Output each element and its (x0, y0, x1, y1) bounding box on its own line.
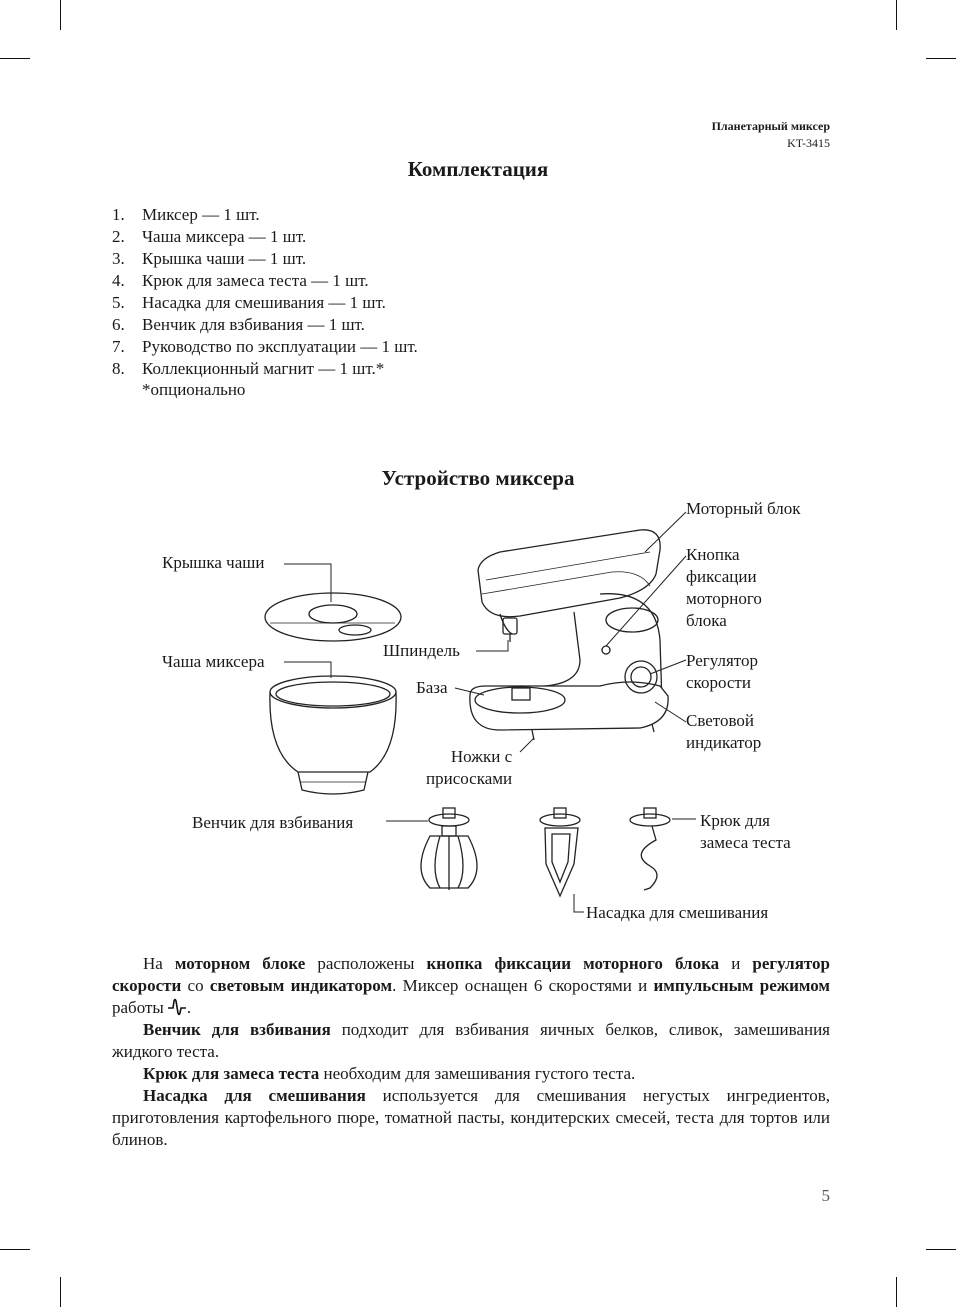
label-motor-block: Моторный блок (686, 499, 801, 518)
device-title: Устройство миксера (381, 466, 575, 490)
text-run: . Миксер оснащен 6 скоростями и (392, 976, 654, 995)
beater-drawing (540, 808, 580, 896)
header-model: KT-3415 (787, 136, 830, 150)
dough-hook-drawing (630, 808, 670, 890)
label-light-indicator: Световой индикатор (686, 711, 762, 752)
label-feet: Ножки с присосками (426, 747, 513, 788)
crop-mark (0, 58, 30, 59)
text-run: и (719, 954, 753, 973)
bowl-lid-drawing (265, 593, 401, 641)
bold-term: импульсным режимом (653, 976, 830, 995)
bowl-drawing (270, 676, 396, 794)
list-item: 2. Чаша миксера — 1 шт. (112, 227, 307, 246)
paragraph: На моторном блоке расположены кнопка фиксации моторного блока и регулятор скорости со световым индикатором. Миксер оснащен 6 скоростями и импульсным режимом работы . (112, 954, 830, 1017)
mixer-diagram (0, 490, 956, 930)
crop-mark (0, 1249, 30, 1250)
crop-mark (60, 0, 61, 30)
list-item: 3. Крышка чаши — 1 шт. (112, 249, 307, 268)
bold-term: регулятор скорости (112, 954, 830, 995)
whisk-drawing (421, 808, 477, 890)
header-product: Планетарный миксер (711, 119, 830, 133)
label-speed-regulator: Регулятор скорости (686, 651, 759, 692)
label-dough-hook: Крюк для замеса теста (700, 811, 791, 852)
bold-term: моторном блоке (174, 954, 306, 973)
list-item: 6. Венчик для взбивания — 1 шт. (112, 315, 365, 334)
paragraph: Венчик для взбивания подходит для взбивания яичных белков, сливок, замешивания жидкого теста. (112, 1020, 830, 1061)
bold-term: световым индикатором (209, 976, 393, 995)
text-run: расположены (305, 954, 427, 973)
label-spindle: Шпиндель (383, 641, 460, 660)
optional-note: *опционально (142, 380, 246, 399)
list-item: 5. Насадка для смешивания — 1 шт. (112, 293, 386, 312)
paragraph: Насадка для смешивания используется для смешивания негустых ингредиентов, приготовления картофельного пюре, томатной пасты, кондитерских смесей, теста для тортов или блинов. (112, 1086, 830, 1149)
label-bowl: Чаша миксера (162, 652, 265, 671)
crop-mark (896, 1277, 897, 1307)
page-number: 5 (821, 1186, 830, 1205)
list-item: 7. Руководство по эксплуатации — 1 шт. (112, 337, 418, 356)
label-bowl-lid: Крышка чаши (162, 553, 265, 572)
mixer-drawing (470, 530, 668, 740)
description-text (112, 953, 830, 1151)
list-item: 8. Коллекционный магнит — 1 шт.* (112, 359, 385, 378)
text-run: со (181, 976, 210, 995)
text-run: На (143, 954, 175, 973)
label-mixing-beater: Насадка для смешивания (586, 903, 769, 922)
crop-mark (896, 0, 897, 30)
running-header (712, 118, 830, 152)
crop-mark (60, 1277, 61, 1307)
paragraph: Крюк для замеса теста необходим для замешивания густого теста. (143, 1064, 636, 1083)
label-whisk: Венчик для взбивания (192, 813, 354, 832)
label-base: База (416, 678, 448, 697)
pulse-icon (167, 998, 187, 1016)
text-run: работы (112, 998, 164, 1017)
list-item: 4. Крюк для замеса теста — 1 шт. (112, 271, 369, 290)
label-lock-button: Кнопка фиксации моторного блока (686, 545, 762, 630)
list-item: 1. Миксер — 1 шт. (112, 205, 260, 224)
contents-list (112, 204, 418, 380)
contents-title: Комплектация (407, 157, 549, 181)
crop-mark (926, 58, 956, 59)
crop-mark (926, 1249, 956, 1250)
bold-term: кнопка фиксации моторного блока (426, 954, 720, 973)
